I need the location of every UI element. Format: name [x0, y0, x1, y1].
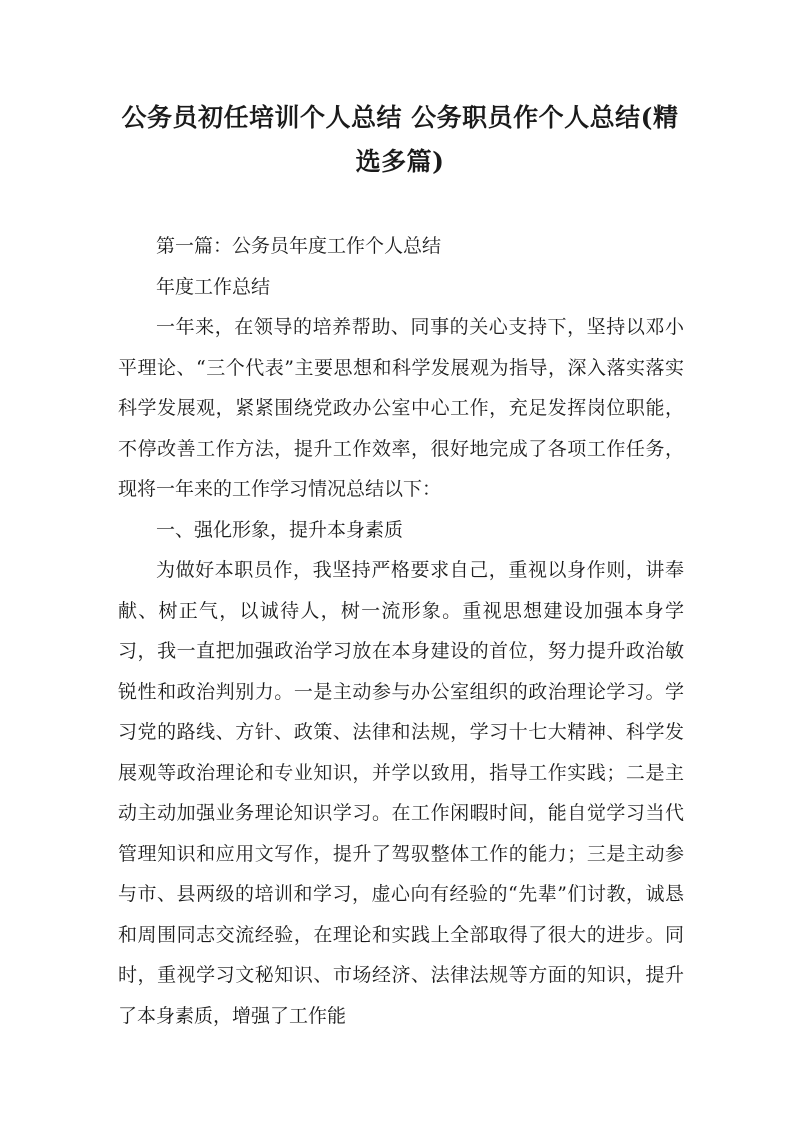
document-title: 公务员初任培训个人总结 公务职员作个人总结(精选多篇) [121, 103, 679, 176]
subheading: 年度工作总结 [156, 275, 271, 298]
section-heading: 一、强化形象，提升本身素质 [156, 518, 404, 541]
body-paragraph: 一年来，在领导的培养帮助、同事的关心支持下，坚持以邓小平理论、“三个代表”主要思想和科学发展观为指导，深入落实落实科学发展观，紧紧围绕党政办公室中心工作，充足发挥岗位职能，不停改善工作方法，提升工作效率，很好地完成了各项工作任务，现将一年来的工作学习情况总结以下： [118, 316, 684, 500]
section-heading: 第一篇：公务员年度工作个人总结 [156, 235, 442, 257]
document-body [118, 226, 684, 1036]
body-paragraph: 为做好本职员作，我坚持严格要求自己，重视以身作则，讲奉献、树正气，以诚待人，树一流形象。重视思想建设加强本身学习，我一直把加强政治学习放在本身建设的首位，努力提升政治敏锐性和政治判别力。一是主动参与办公室组织的政治理论学习。学习党的路线、方针、政策、法律和法规，学习十七大精神、科学发展观等政治理论和专业知识，并学以致用，指导工作实践；二是主动主动加强业务理论知识学习。在工作闲暇时间，能自觉学习当代管理知识和应用文写作，提升了驾驭整体工作的能力；三是主动参与市、县两级的培训和学习，虚心向有经验的“先辈”们讨教，诚恳和周围同志交流经验，在理论和实践上全部取得了很大的进步。同时，重视学习文秘知识、市场经济、法律法规等方面的知识，提升了本身素质，增强了工作能 [118, 559, 684, 1027]
